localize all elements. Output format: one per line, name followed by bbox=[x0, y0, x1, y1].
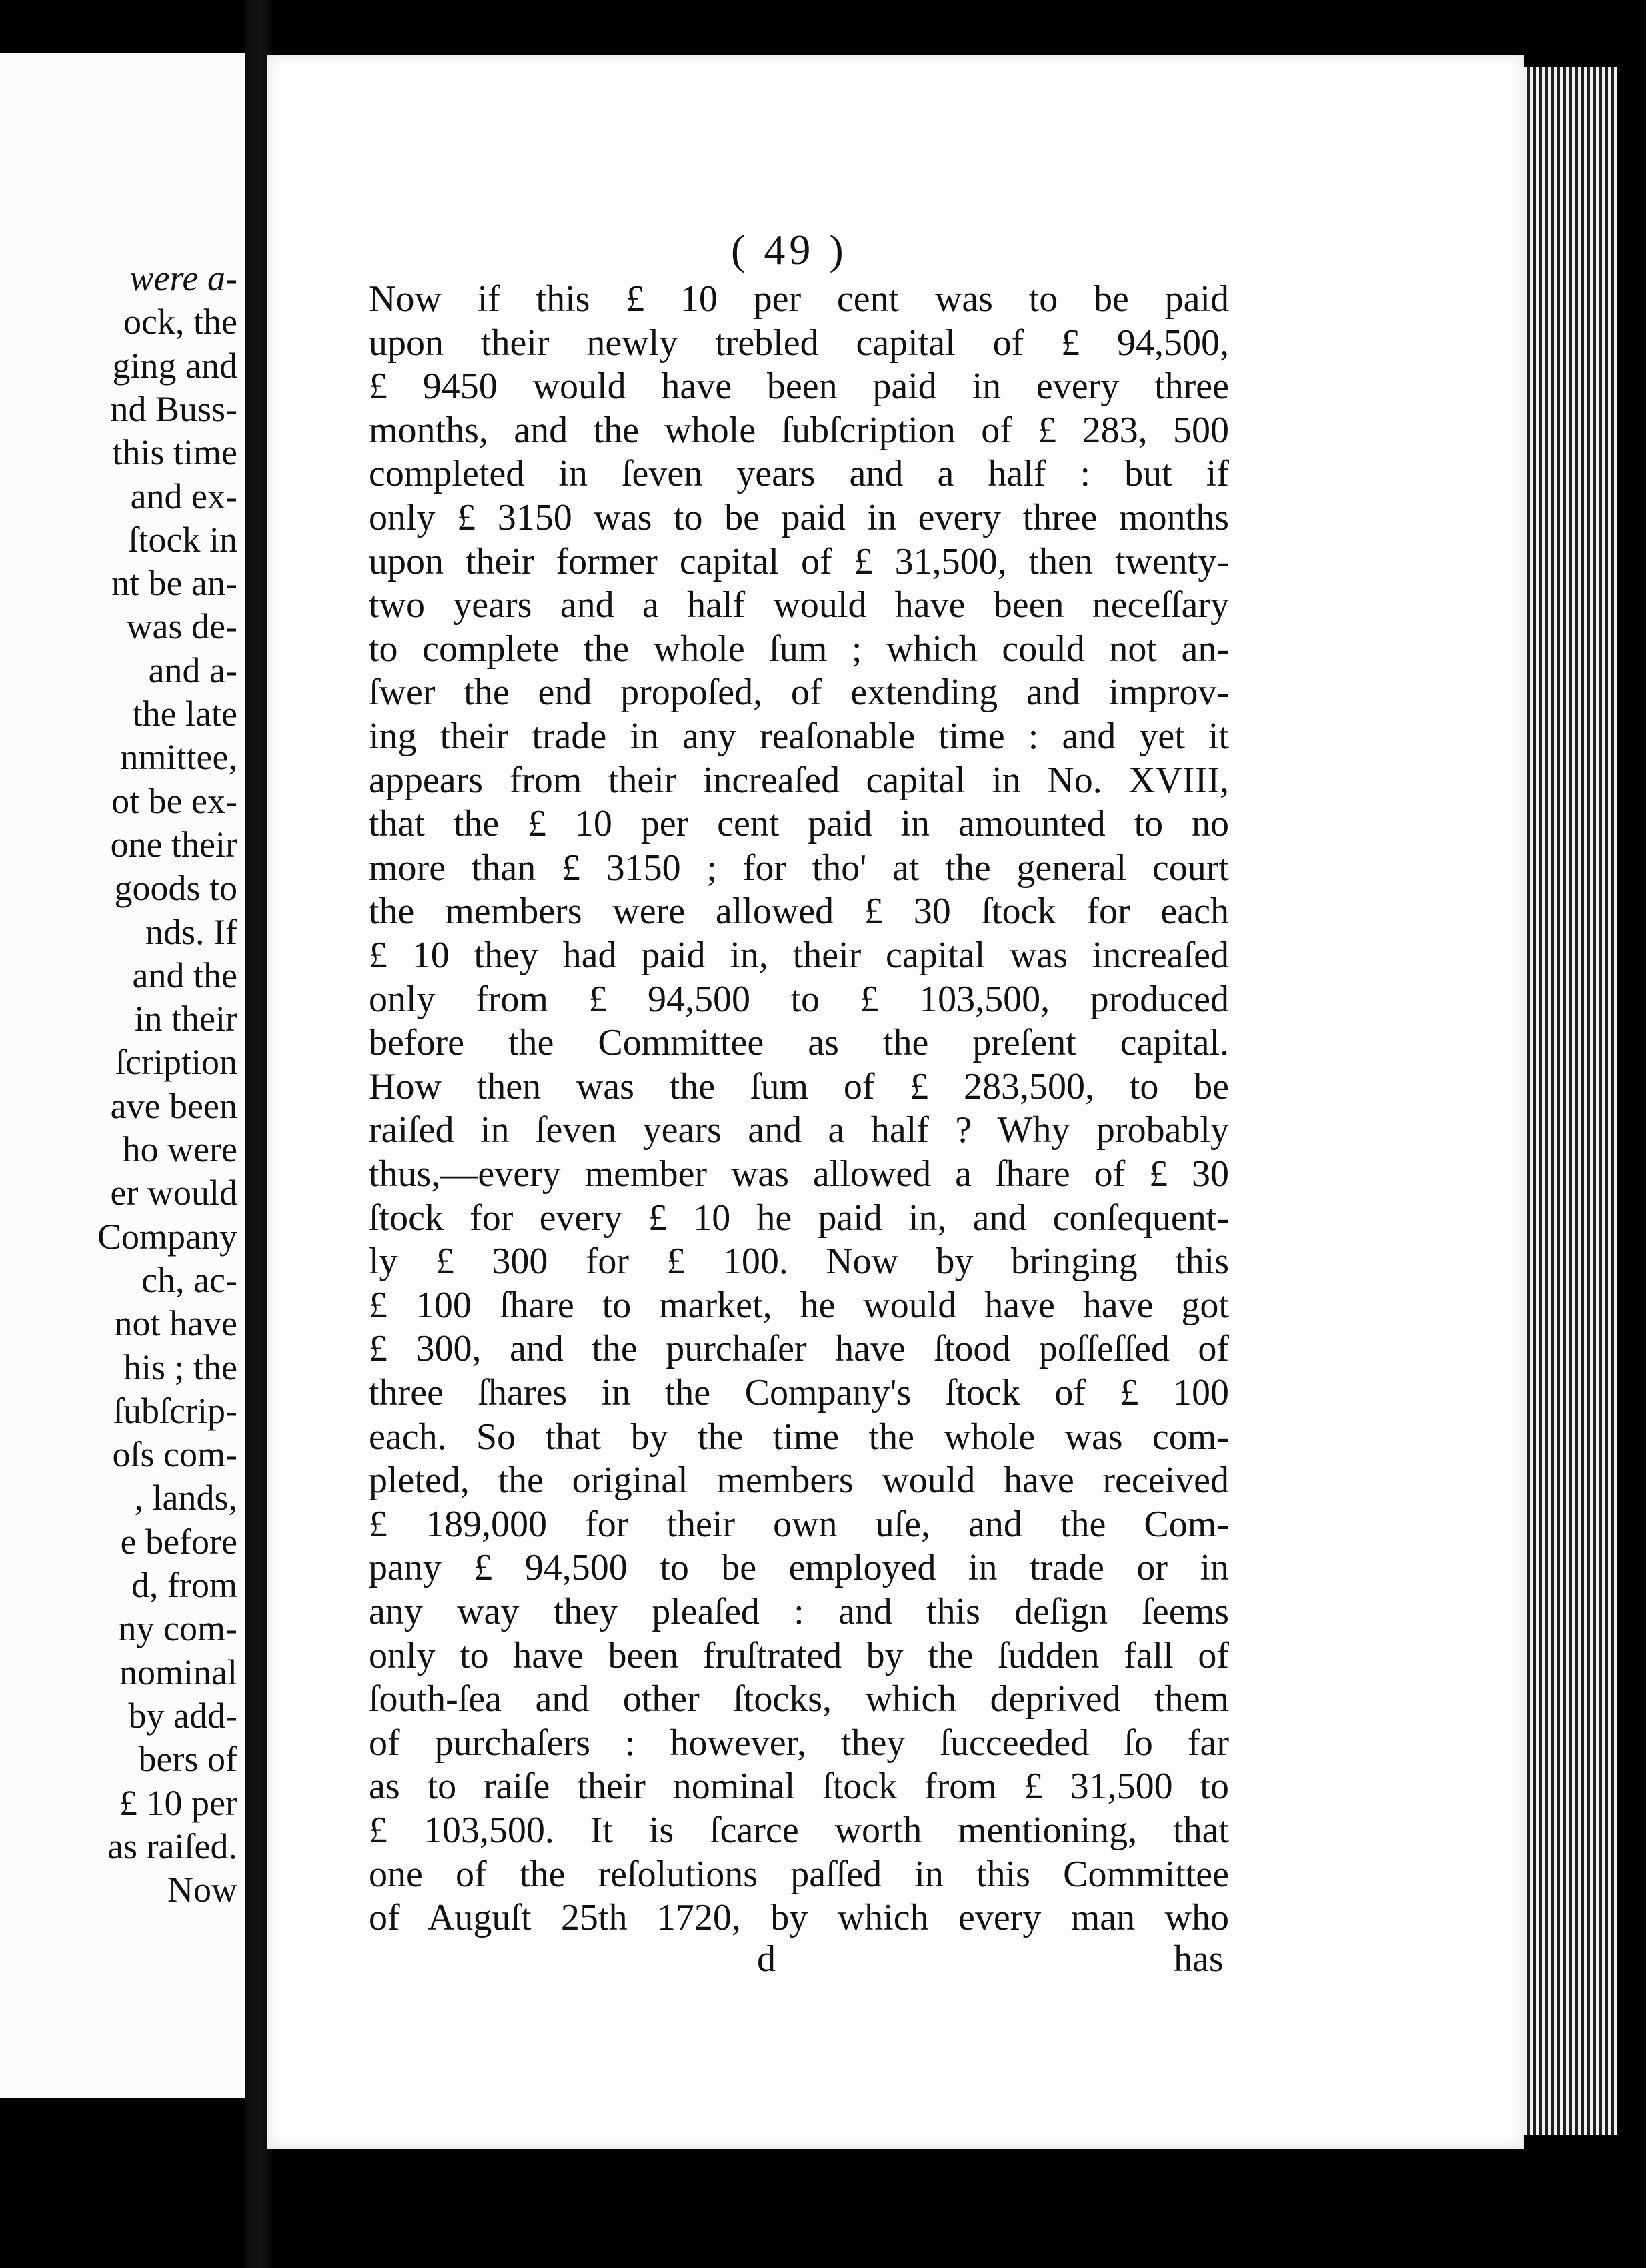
left-page-line: were a- bbox=[129, 258, 237, 298]
text-line: of Auguſt 25th 1720, by which every man who bbox=[369, 1897, 1229, 1939]
left-page-line: ho were bbox=[122, 1129, 237, 1169]
left-page-line: e before bbox=[120, 1521, 237, 1562]
left-page-line: Now bbox=[167, 1870, 237, 1910]
left-page-line: ny com- bbox=[118, 1608, 237, 1649]
text-line: only to have been fruſtrated by the ſudden fall of bbox=[369, 1634, 1229, 1676]
text-line: the members were allowed £ 30 ſtock for each bbox=[369, 891, 1229, 933]
left-page-line: and ex- bbox=[130, 476, 237, 516]
text-line: only from £ 94,500 to £ 103,500, produced bbox=[369, 978, 1229, 1020]
left-page-line: £ 10 per bbox=[119, 1782, 237, 1823]
text-line: ſtock for every £ 10 he paid in, and conſequent- bbox=[369, 1197, 1229, 1239]
text-line: two years and a half would have been neceſſary bbox=[369, 584, 1229, 626]
left-page-line: not have bbox=[114, 1303, 237, 1344]
text-line: ly £ 300 for £ 100. Now by bringing this bbox=[369, 1241, 1229, 1283]
left-page-line: one their bbox=[110, 824, 237, 865]
left-page-line: ſubſcrip- bbox=[113, 1390, 237, 1431]
text-line: each. So that by the time the whole was com- bbox=[369, 1415, 1229, 1458]
left-page-line: d, from bbox=[131, 1565, 237, 1605]
left-page-line: this time bbox=[112, 432, 237, 473]
left-page-line: ſtock in bbox=[128, 519, 237, 560]
text-line: as to raiſe their nominal ſtock from £ 31,500 to bbox=[369, 1766, 1229, 1808]
text-line: upon their newly trebled capital of £ 94,500, bbox=[369, 322, 1229, 364]
text-line: £ 189,000 for their own uſe, and the Com- bbox=[369, 1503, 1229, 1545]
left-page-line: ging and bbox=[112, 345, 237, 386]
text-line: more than £ 3150 ; for tho' at the general court bbox=[369, 846, 1229, 889]
text-line: thus,—every member was allowed a ſhare of £ 30 bbox=[369, 1153, 1229, 1195]
left-page-line: bers of bbox=[138, 1739, 237, 1780]
left-page-line: er would bbox=[110, 1173, 237, 1213]
left-page-line: his ; the bbox=[123, 1347, 237, 1387]
left-page-line: , lands, bbox=[134, 1478, 237, 1518]
left-page-line: nd Buss- bbox=[110, 388, 237, 429]
text-line: to complete the whole ſum ; which could not an- bbox=[369, 628, 1229, 670]
text-line: £ 103,500. It is ſcarce worth mentioning, that bbox=[369, 1810, 1229, 1851]
left-page bbox=[0, 53, 247, 2098]
left-page-line: ave been bbox=[110, 1085, 237, 1126]
left-page-line: as raiſed. bbox=[107, 1826, 237, 1866]
text-line: raiſed in ſeven years and a half ? Why probably bbox=[369, 1109, 1229, 1151]
background-edge bbox=[1617, 0, 1646, 2268]
left-page-line: nds. If bbox=[145, 911, 237, 952]
left-page-line: oſs com- bbox=[112, 1434, 237, 1475]
left-page-line: was de- bbox=[126, 606, 237, 647]
page-number: ( 49 ) bbox=[731, 226, 848, 273]
left-page-line: nominal bbox=[119, 1652, 237, 1692]
text-line: ſwer the end propoſed, of extending and improv- bbox=[369, 672, 1229, 714]
text-line: upon their former capital of £ 31,500, then twenty- bbox=[369, 540, 1229, 582]
left-page-line: by add- bbox=[128, 1695, 237, 1736]
text-line: three ſhares in the Company's ſtock of £ 100 bbox=[369, 1372, 1229, 1413]
left-page-line: and the bbox=[132, 955, 237, 995]
text-line: ing their trade in any reaſonable time : and yet it bbox=[369, 716, 1229, 757]
text-line: months, and the whole ſubſcription of £ 283, 500 bbox=[369, 409, 1229, 451]
left-page-line: ſcription bbox=[115, 1042, 237, 1083]
left-page-line: ock, the bbox=[123, 302, 237, 342]
text-line: pany £ 94,500 to be employed in trade or in bbox=[369, 1547, 1229, 1589]
left-page-line: ot be ex- bbox=[111, 780, 237, 821]
text-line: completed in ſeven years and a half : but if bbox=[369, 453, 1229, 495]
page-edges bbox=[1524, 67, 1617, 2135]
text-line: before the Committee as the preſent capital. bbox=[369, 1022, 1229, 1064]
left-page-line: nmittee, bbox=[120, 737, 237, 778]
text-line: only £ 3150 was to be paid in every three months bbox=[369, 497, 1229, 538]
left-page-line: goods to bbox=[114, 868, 237, 909]
left-page-line: and a- bbox=[148, 650, 237, 690]
left-page-line: Company bbox=[97, 1216, 237, 1257]
left-page-line: ch, ac- bbox=[141, 1259, 237, 1300]
signature-mark: d bbox=[757, 1938, 776, 1980]
text-line: £ 9450 would have been paid in every three bbox=[369, 366, 1229, 408]
text-line: How then was the ſum of £ 283,500, to be bbox=[369, 1065, 1229, 1107]
text-line: one of the reſolutions paſſed in this Committee bbox=[369, 1853, 1229, 1895]
text-line: £ 300, and the purchaſer have ſtood poſſeſſed of bbox=[369, 1328, 1229, 1370]
text-line: ſouth-ſea and other ſtocks, which deprived them bbox=[369, 1678, 1229, 1720]
text-line: Now if this £ 10 per cent was to be paid bbox=[369, 278, 1229, 320]
left-page-line: nt be an- bbox=[111, 563, 237, 604]
text-line: pleted, the original members would have received bbox=[369, 1460, 1229, 1502]
text-line: appears from their increaſed capital in No. XVIII, bbox=[369, 759, 1229, 801]
text-line: any way they pleaſed : and this deſign ſeems bbox=[369, 1591, 1229, 1632]
catchword: has bbox=[1174, 1938, 1224, 1980]
text-line: £ 10 they had paid in, their capital was increaſed bbox=[369, 935, 1229, 976]
text-line: that the £ 10 per cent paid in amounted to no bbox=[369, 803, 1229, 845]
left-page-line: the late bbox=[132, 694, 237, 734]
left-page-line: in their bbox=[134, 999, 237, 1039]
text-line: £ 100 ſhare to market, he would have have got bbox=[369, 1284, 1229, 1326]
text-line: of purchaſers : however, they ſucceeded ſo far bbox=[369, 1722, 1229, 1764]
